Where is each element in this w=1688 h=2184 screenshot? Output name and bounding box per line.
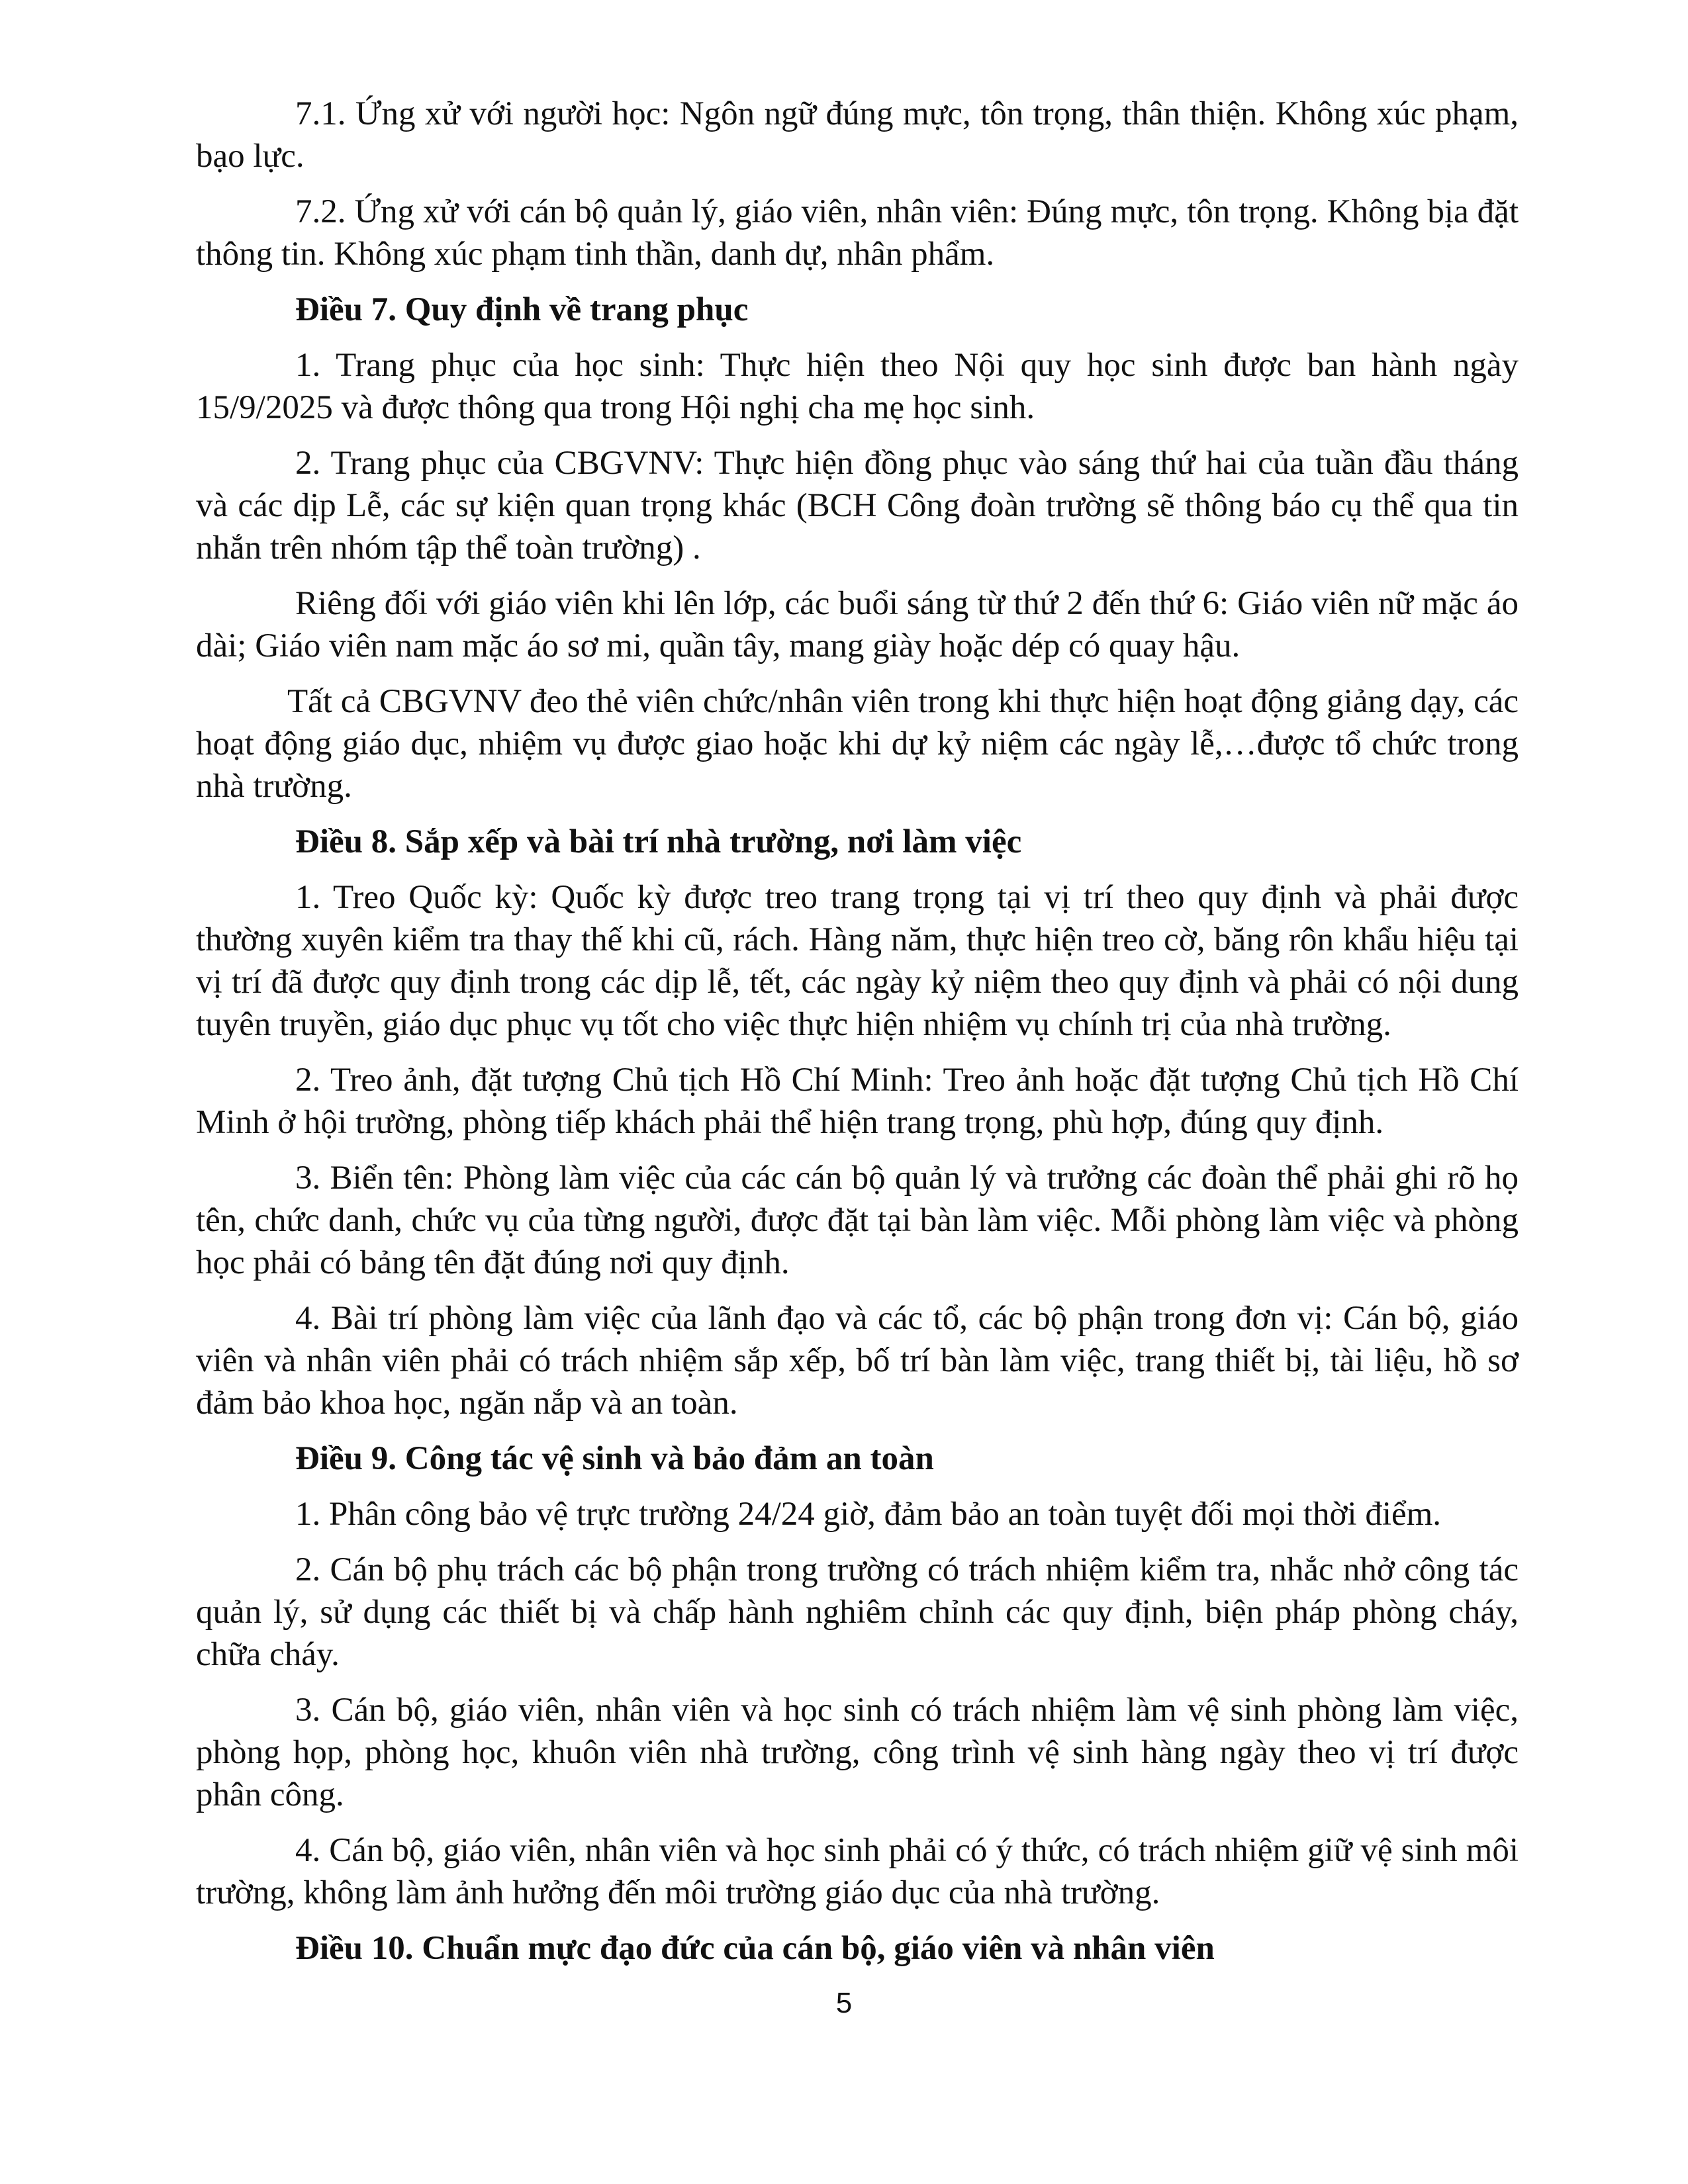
article-9-paragraph: 2. Cán bộ phụ trách các bộ phận trong trường có trách nhiệm kiểm tra, nhắc nhở công tác quản lý, sử dụng các thiết bị và chấp hành nghiêm chỉnh các quy định, biện pháp phòng cháy, chữa cháy. xyxy=(196,1551,1519,1673)
article-7-paragraph: Tất cả CBGVNV đeo thẻ viên chức/nhân viên trong khi thực hiện hoạt động giảng dạy, các hoạt động giáo dục, nhiệm vụ được giao hoặc khi dự kỷ niệm các ngày lễ,…được tổ chức trong nhà trường. xyxy=(196,683,1519,805)
article-10-heading: Điều 10. Chuẩn mực đạo đức của cán bộ, giáo viên và nhân viên xyxy=(295,1930,1215,1967)
paragraph-7-2: 7.2. Ứng xử với cán bộ quản lý, giáo viên, nhân viên: Đúng mực, tôn trọng. Không bịa đặt thông tin. Không xúc phạm tinh thần, danh dự, nhân phẩm. xyxy=(196,193,1519,273)
article-8-paragraph: 4. Bài trí phòng làm việc của lãnh đạo và các tổ, các bộ phận trong đơn vị: Cán bộ, giáo viên và nhân viên phải có trách nhiệm sắp xếp, bố trí bàn làm việc, trang thiết bị, tài liệu, hồ sơ đảm bảo khoa học, ngăn nắp và an toàn. xyxy=(196,1300,1519,1422)
paragraph-7-1: 7.1. Ứng xử với người học: Ngôn ngữ đúng mực, tôn trọng, thân thiện. Không xúc phạm, bạo lực. xyxy=(196,95,1519,175)
article-9-heading: Điều 9. Công tác vệ sinh và bảo đảm an toàn xyxy=(295,1440,934,1477)
article-9-paragraph: 4. Cán bộ, giáo viên, nhân viên và học sinh phải có ý thức, có trách nhiệm giữ vệ sinh môi trường, không làm ảnh hưởng đến môi trường giáo dục của nhà trường. xyxy=(196,1832,1519,1911)
article-9-paragraph: 1. Phân công bảo vệ trực trường 24/24 giờ, đảm bảo an toàn tuyệt đối mọi thời điểm. xyxy=(295,1496,1442,1533)
page-number: 5 xyxy=(835,1987,853,2019)
article-9-paragraph: 3. Cán bộ, giáo viên, nhân viên và học sinh có trách nhiệm làm vệ sinh phòng làm việc, phòng họp, phòng học, khuôn viên nhà trường, công trình vệ sinh hàng ngày theo vị trí được phân công. xyxy=(196,1692,1519,1813)
article-7-heading: Điều 7. Quy định về trang phục xyxy=(295,291,749,328)
article-8-paragraph: 3. Biển tên: Phòng làm việc của các cán bộ quản lý và trưởng các đoàn thể phải ghi rõ họ tên, chức danh, chức vụ của từng người, được đặt tại bàn làm việc. Mỗi phòng làm việc và phòng học phải có bảng tên đặt đúng nơi quy định. xyxy=(196,1160,1519,1281)
article-7-paragraph: Riêng đối với giáo viên khi lên lớp, các buổi sáng từ thứ 2 đến thứ 6: Giáo viên nữ mặc áo dài; Giáo viên nam mặc áo sơ mi, quần tây, mang giày hoặc dép có quay hậu. xyxy=(196,585,1519,664)
article-8-paragraph: 2. Treo ảnh, đặt tượng Chủ tịch Hồ Chí Minh: Treo ảnh hoặc đặt tượng Chủ tịch Hồ Chí Minh ở hội trường, phòng tiếp khách phải thể hiện trang trọng, phù hợp, đúng quy định. xyxy=(196,1062,1519,1141)
article-8-paragraph: 1. Treo Quốc kỳ: Quốc kỳ được treo trang trọng tại vị trí theo quy định và phải được thường xuyên kiểm tra thay thế khi cũ, rách. Hàng năm, thực hiện treo cờ, băng rôn khẩu hiệu tại vị trí đã được quy định trong các dịp lễ, tết, các ngày kỷ niệm theo quy định và phải có nội dung tuyên truyền, giáo dục phục vụ tốt cho việc thực hiện nhiệm vụ chính trị của nhà trường. xyxy=(196,879,1519,1043)
article-7-paragraph: 2. Trang phục của CBGVNV: Thực hiện đồng phục vào sáng thứ hai của tuần đầu tháng và các dịp Lễ, các sự kiện quan trọng khác (BCH Công đoàn trường sẽ thông báo cụ thể qua tin nhắn trên nhóm tập thể toàn trường) . xyxy=(196,445,1519,567)
article-8-heading: Điều 8. Sắp xếp và bài trí nhà trường, nơi làm việc xyxy=(295,823,1022,860)
document-page xyxy=(196,93,1519,1983)
article-7-paragraph: 1. Trang phục của học sinh: Thực hiện theo Nội quy học sinh được ban hành ngày 15/9/2025 và được thông qua trong Hội nghị cha mẹ học sinh. xyxy=(196,347,1519,426)
